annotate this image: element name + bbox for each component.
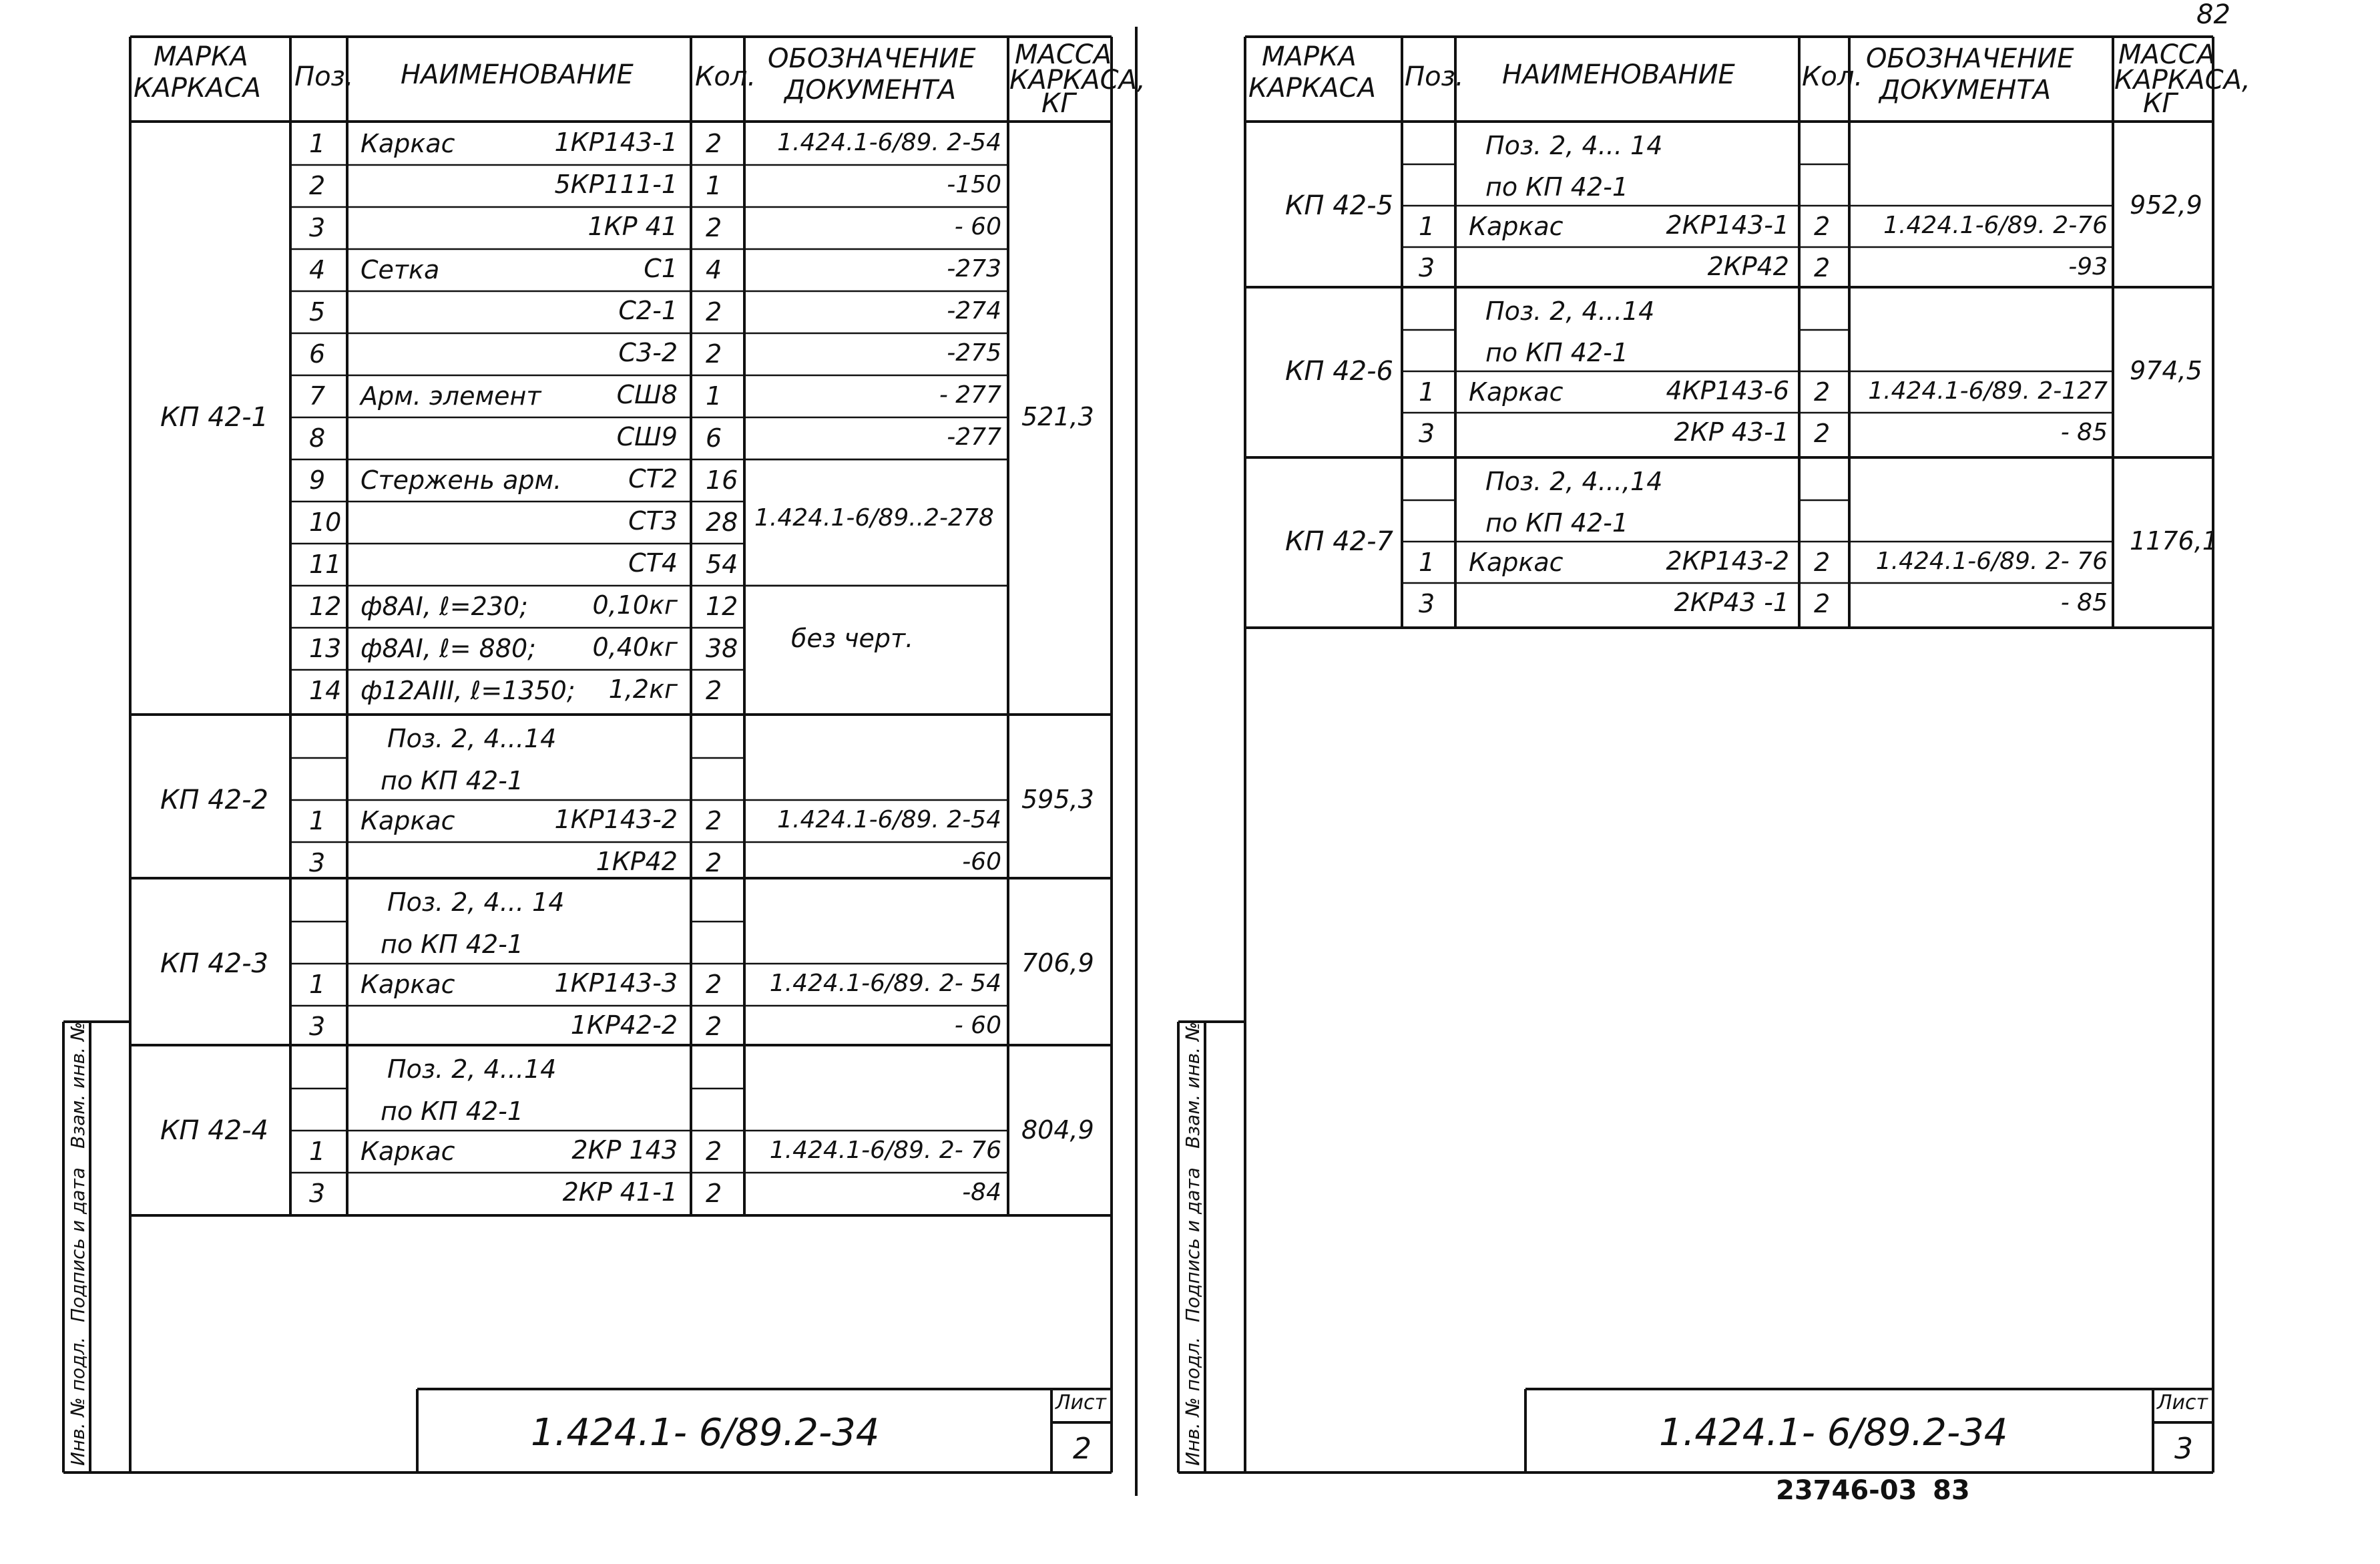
item-mark: 2КР 143 — [571, 1135, 678, 1165]
quantity: 2 — [706, 1137, 722, 1166]
item-mark: 1КР143-1 — [554, 128, 678, 157]
item-mark: 0,40кг — [592, 632, 678, 662]
sheet-number: 2 — [1073, 1432, 1092, 1466]
item-name: ф8АI, ℓ= 880; — [361, 634, 536, 663]
position-number: 1 — [309, 970, 326, 999]
item-mark: СШ8 — [616, 380, 678, 409]
item-name: Арм. элемент — [361, 381, 541, 411]
stamp-replace-label: Взам. инв. № — [67, 1021, 89, 1149]
document-ref: 1.424.1-6/89. 2- 76 — [1875, 548, 2108, 575]
frame-mass: 952,9 — [2130, 190, 2202, 220]
item-mark: 2КР143-1 — [1666, 210, 1789, 240]
position-number: 1 — [1419, 377, 1435, 407]
item-mark: 0,10кг — [592, 590, 678, 620]
note-text: Поз. 2, 4... 14 — [387, 888, 565, 917]
quantity: 2 — [1814, 377, 1831, 407]
note-text: Поз. 2, 4...14 — [387, 724, 557, 753]
document-ref: - 60 — [954, 213, 1001, 240]
document-ref: 1.424.1-6/89. 2-54 — [777, 806, 1001, 833]
document-ref: 1.424.1-6/89. 2- 54 — [769, 970, 1001, 997]
position-number: 1 — [1419, 548, 1435, 577]
header-marka: МАРКА — [1262, 41, 1357, 72]
quantity: 2 — [706, 339, 722, 369]
item-name: Каркас — [361, 806, 455, 835]
position-number: 1 — [309, 129, 326, 158]
position-number: 14 — [309, 676, 342, 705]
frame-mark: КП 42-1 — [160, 402, 268, 433]
header-marka: МАРКА — [154, 41, 248, 72]
sheet-number: 3 — [2174, 1432, 2193, 1466]
item-mark: С2-1 — [618, 296, 678, 325]
position-number: 10 — [309, 508, 342, 537]
note-text: по КП 42-1 — [381, 1097, 524, 1126]
item-mark: СТ2 — [628, 464, 678, 494]
frame-mark: КП 42-7 — [1285, 526, 1393, 557]
header-doc: ДОКУМЕНТА — [1879, 75, 2052, 106]
sheet-divider — [1135, 27, 1138, 1496]
item-mark: СШ9 — [616, 422, 678, 451]
quantity: 2 — [706, 1012, 722, 1041]
footer-page-number: 83 — [1933, 1475, 1970, 1506]
item-name: Каркас — [361, 129, 455, 158]
header-name: НАИМЕНОВАНИЕ — [401, 59, 634, 90]
item-mark: СТ4 — [628, 548, 678, 578]
document-ref: 1.424.1-6/89. 2-76 — [1883, 212, 2108, 239]
item-name: Каркас — [1469, 212, 1564, 241]
position-number: 4 — [309, 255, 326, 284]
quantity: 2 — [706, 806, 722, 835]
document-code: 1.424.1- 6/89.2-34 — [1659, 1411, 2008, 1454]
frame-mark: КП 42-3 — [160, 948, 268, 979]
frame-mass: 974,5 — [2130, 356, 2202, 385]
position-number: 11 — [309, 550, 342, 579]
header-poz: Поз. — [1405, 61, 1464, 92]
document-ref: 1.424.1-6/89. 2- 76 — [769, 1137, 1001, 1164]
position-number: 5 — [309, 297, 326, 327]
item-mark: 2КР 43-1 — [1674, 417, 1789, 447]
stamp-signature-label: Подпись и дата — [67, 1167, 89, 1322]
stamp-signature-label: Подпись и дата — [1182, 1167, 1204, 1322]
quantity: 2 — [706, 970, 722, 999]
header-mass: КГ — [1041, 88, 1076, 119]
quantity: 2 — [706, 848, 722, 877]
frame-mark: КП 42-2 — [160, 785, 268, 815]
position-number: 3 — [309, 213, 326, 242]
quantity: 2 — [706, 1179, 722, 1208]
position-number: 3 — [309, 1012, 326, 1041]
header-doc: ОБОЗНАЧЕНИЕ — [1866, 43, 2074, 74]
item-name: Каркас — [1469, 377, 1564, 407]
document-ref: -60 — [962, 848, 1001, 875]
document-ref: -93 — [2068, 253, 2108, 280]
frame-mass: 521,3 — [1021, 402, 1094, 431]
quantity: 2 — [1814, 589, 1831, 618]
quantity: 2 — [706, 129, 722, 158]
document-code: 1.424.1- 6/89.2-34 — [531, 1411, 880, 1454]
item-mark: 2КР 41-1 — [562, 1177, 678, 1207]
note-text: Поз. 2, 4...14 — [387, 1054, 557, 1084]
document-ref: -274 — [947, 297, 1001, 325]
document-ref: - 60 — [954, 1012, 1001, 1039]
item-name: Каркас — [1469, 548, 1564, 577]
item-mark: СТ3 — [628, 506, 678, 536]
page-corner-number: 82 — [2196, 0, 2230, 30]
document-ref: - 85 — [2060, 419, 2108, 446]
position-number: 7 — [309, 381, 326, 411]
frame-mass: 706,9 — [1021, 948, 1094, 978]
quantity: 1 — [706, 381, 722, 411]
frame-mark: КП 42-4 — [160, 1115, 268, 1146]
item-mark: 4КР143-6 — [1666, 376, 1789, 405]
position-number: 9 — [309, 465, 326, 495]
quantity: 54 — [706, 550, 738, 579]
document-ref: - 277 — [939, 381, 1001, 409]
header-mass: КГ — [2143, 88, 2177, 119]
note-text: по КП 42-1 — [1485, 508, 1629, 538]
footer-code: 23746-03 — [1776, 1475, 1917, 1506]
stamp-replace-label: Взам. инв. № — [1182, 1021, 1204, 1149]
sheet-label: Лист — [1055, 1391, 1107, 1414]
position-number: 1 — [1419, 212, 1435, 241]
item-name: Каркас — [361, 970, 455, 999]
position-number: 13 — [309, 634, 342, 663]
header-poz: Поз. — [294, 61, 354, 92]
item-mark: 1КР 41 — [587, 212, 678, 241]
document-ref: - 85 — [2060, 589, 2108, 616]
frame-mass: 595,3 — [1021, 785, 1094, 814]
document-ref: -84 — [962, 1179, 1001, 1206]
position-number: 3 — [309, 848, 326, 877]
note-text: Поз. 2, 4...14 — [1485, 297, 1655, 326]
item-name: Каркас — [361, 1137, 455, 1166]
item-mark: С1 — [644, 254, 678, 283]
position-number: 6 — [309, 339, 326, 369]
quantity: 6 — [706, 423, 722, 453]
position-number: 1 — [309, 1137, 326, 1166]
header-name: НАИМЕНОВАНИЕ — [1502, 59, 1735, 90]
document-ref: -150 — [947, 171, 1001, 198]
header-doc: ДОКУМЕНТА — [784, 75, 957, 106]
header-mass: МАССА — [2118, 39, 2216, 70]
header-marka: КАРКАСА — [1248, 73, 1376, 104]
stamp-inv-label: Инв. № подл. — [1182, 1336, 1204, 1466]
quantity: 2 — [1814, 419, 1831, 448]
item-name: ф8АI, ℓ=230; — [361, 592, 528, 621]
document-ref: 1.424.1-6/89. 2-54 — [777, 129, 1001, 156]
frame-mark: КП 42-5 — [1285, 190, 1393, 221]
quantity: 2 — [706, 213, 722, 242]
position-number: 3 — [1419, 589, 1435, 618]
document-ref: -273 — [947, 255, 1001, 282]
quantity: 28 — [706, 508, 738, 537]
document-ref: 1.424.1-6/89. 2-127 — [1868, 377, 2108, 405]
note-text: Поз. 2, 4... 14 — [1485, 131, 1663, 160]
note-text: по КП 42-1 — [1485, 338, 1629, 367]
note-text: по КП 42-1 — [381, 766, 524, 795]
position-number: 3 — [1419, 253, 1435, 282]
note-text: по КП 42-1 — [381, 930, 524, 959]
item-mark: 2КР42 — [1707, 252, 1789, 281]
position-number: 8 — [309, 423, 326, 453]
position-number: 3 — [1419, 419, 1435, 448]
document-ref: без черт. — [791, 624, 914, 653]
document-ref: -275 — [947, 339, 1001, 367]
position-number: 1 — [309, 806, 326, 835]
document-ref: -277 — [947, 423, 1001, 451]
item-mark: 2КР43 -1 — [1674, 588, 1789, 617]
frame-mark: КП 42-6 — [1285, 356, 1393, 387]
header-qty: Кол. — [1802, 61, 1863, 92]
item-name: ф12АIII, ℓ=1350; — [361, 676, 575, 705]
quantity: 2 — [1814, 548, 1831, 577]
quantity: 2 — [706, 676, 722, 705]
quantity: 2 — [1814, 253, 1831, 282]
item-mark: 5КР111-1 — [554, 170, 678, 199]
item-mark: 1КР42 — [596, 847, 678, 876]
frame-mass: 804,9 — [1021, 1115, 1094, 1145]
item-mark: 1,2кг — [608, 674, 678, 704]
header-marka: КАРКАСА — [134, 73, 261, 104]
quantity: 1 — [706, 171, 722, 200]
item-mark: 1КР143-3 — [554, 968, 678, 998]
quantity: 38 — [706, 634, 738, 663]
position-number: 3 — [309, 1179, 326, 1208]
note-text: по КП 42-1 — [1485, 172, 1629, 202]
item-name: Сетка — [361, 255, 440, 284]
item-mark: 1КР42-2 — [570, 1010, 678, 1040]
item-name: Стержень арм. — [361, 465, 562, 495]
position-number: 2 — [309, 171, 326, 200]
quantity: 2 — [1814, 212, 1831, 241]
quantity: 12 — [706, 592, 738, 621]
header-qty: Кол. — [695, 61, 756, 92]
position-number: 12 — [309, 592, 342, 621]
header-doc: ОБОЗНАЧЕНИЕ — [768, 43, 976, 74]
document-ref: 1.424.1-6/89..2-278 — [754, 504, 994, 532]
frame-mass: 1176,1 — [2130, 526, 2218, 556]
stamp-inv-label: Инв. № подл. — [67, 1336, 89, 1466]
quantity: 2 — [706, 297, 722, 327]
header-mass: МАССА — [1015, 39, 1112, 70]
header-mass: КАРКАСА, — [1009, 65, 1146, 95]
sheet-label: Лист — [2157, 1391, 2208, 1414]
quantity: 16 — [706, 465, 738, 495]
item-mark: 2КР143-2 — [1666, 546, 1789, 576]
quantity: 4 — [706, 255, 722, 284]
header-mass: КАРКАСА, — [2114, 65, 2250, 95]
note-text: Поз. 2, 4...,14 — [1485, 467, 1663, 496]
item-mark: С3-2 — [618, 338, 678, 367]
item-mark: 1КР143-2 — [554, 805, 678, 834]
